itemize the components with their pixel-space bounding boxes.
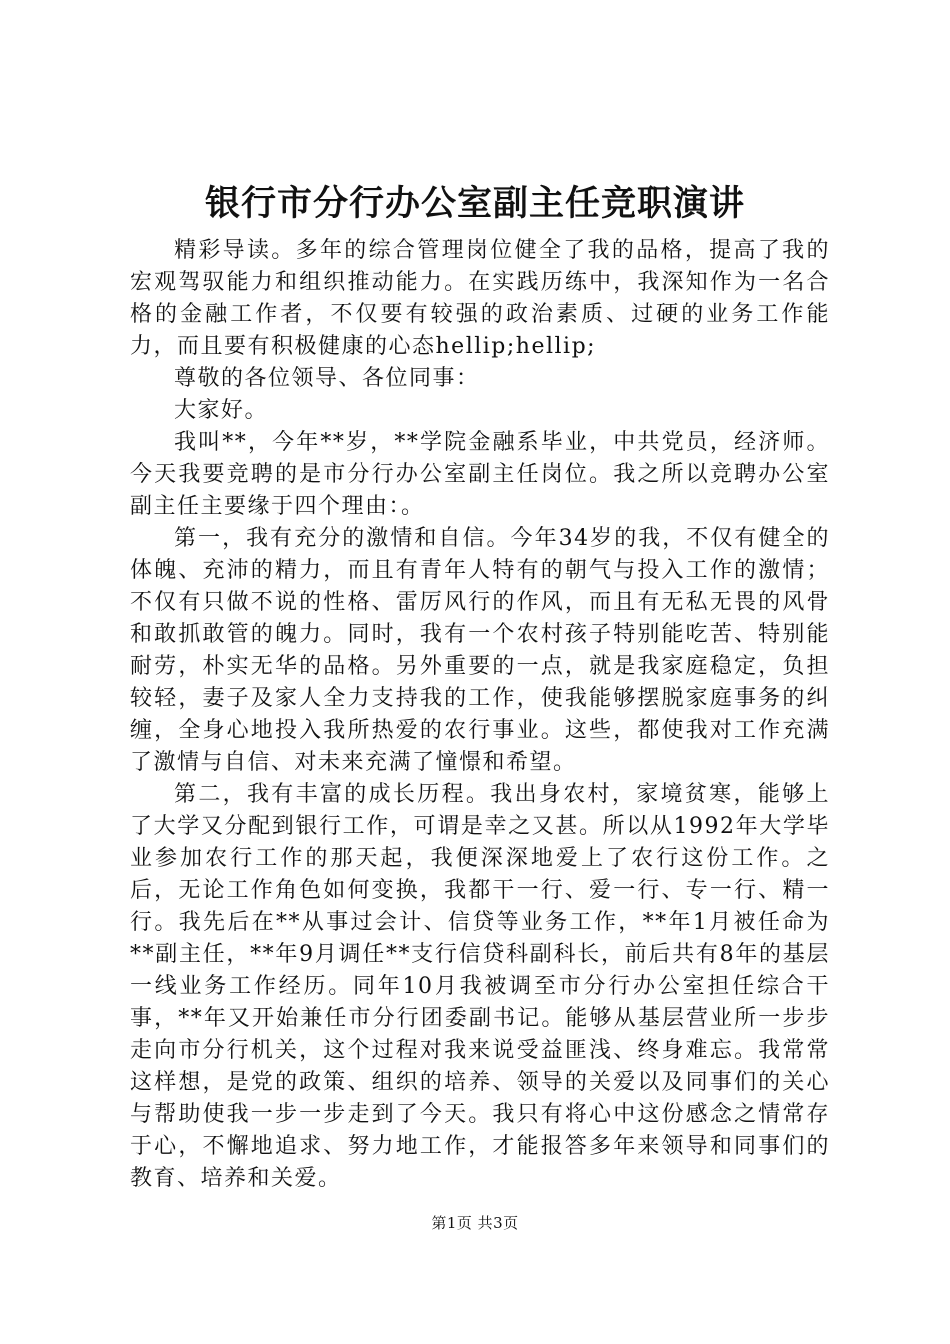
paragraph-self-introduction: 我叫**，今年**岁，**学院金融系毕业，中共党员，经济师。今天我要竞聘的是市分行办公室副主任岗位。我之所以竞聘办公室副主任主要缘于四个理由：。	[130, 430, 830, 519]
page-number: 第1页 共3页	[431, 1214, 519, 1232]
paragraph-reason-two: 第二，我有丰富的成长历程。我出身农村，家境贫寒，能够上了大学又分配到银行工作，可谓是幸之又甚。所以从1992年大学毕业参加农行工作的那天起，我便深深地爱上了农行这份工作。之后，无论工作角色如何变换，我都干一行、爱一行、专一行、精一行。我先后在**从事过会计、信贷等业务工作，**年1月被任命为**副主任，**年9月调任**支行信贷科副科长，前后共有8年的基层一线业务工作经历。同年10月我被调至市分行办公室担任综合干事，**年又开始兼任市分行团委副书记。能够从基层营业所一步步走向市分行机关，这个过程对我来说受益匪浅、终身难忘。我常常这样想，是党的政策、组织的培养、领导的关爱以及同事们的关心与帮助使我一步一步走到了今天。我只有将心中这份感念之情常存于心，不懈地追求、努力地工作，才能报答多年来领导和同事们的教育、培养和关爱。	[130, 782, 830, 1191]
paragraph-greeting: 大家好。	[174, 398, 269, 423]
document-body	[130, 235, 830, 1195]
paragraph-reason-one: 第一，我有充分的激情和自信。今年34岁的我，不仅有健全的体魄、充沛的精力，而且有青年人特有的朝气与投入工作的激情；不仅有只做不说的性格、雷厉风行的作风，而且有无私无畏的风骨和敢抓敢管的魄力。同时，我有一个农村孩子特别能吃苦、特别能耐劳，朴实无华的品格。另外重要的一点，就是我家庭稳定，负担较轻，妻子及家人全力支持我的工作，使我能够摆脱家庭事务的纠缠，全身心地投入我所热爱的农行事业。这些，都使我对工作充满了激情与自信、对未来充满了憧憬和希望。	[130, 526, 830, 775]
paragraph-salutation: 尊敬的各位领导、各位同事：	[174, 366, 480, 391]
paragraph-intro: 精彩导读。多年的综合管理岗位健全了我的品格，提高了我的宏观驾驭能力和组织推动能力。在实践历练中，我深知作为一名合格的金融工作者，不仅要有较强的政治素质、过硬的业务工作能力，而且要有积极健康的心态hellip;hellip;	[130, 238, 830, 359]
document-title: 银行市分行办公室副主任竞职演讲	[204, 183, 745, 224]
